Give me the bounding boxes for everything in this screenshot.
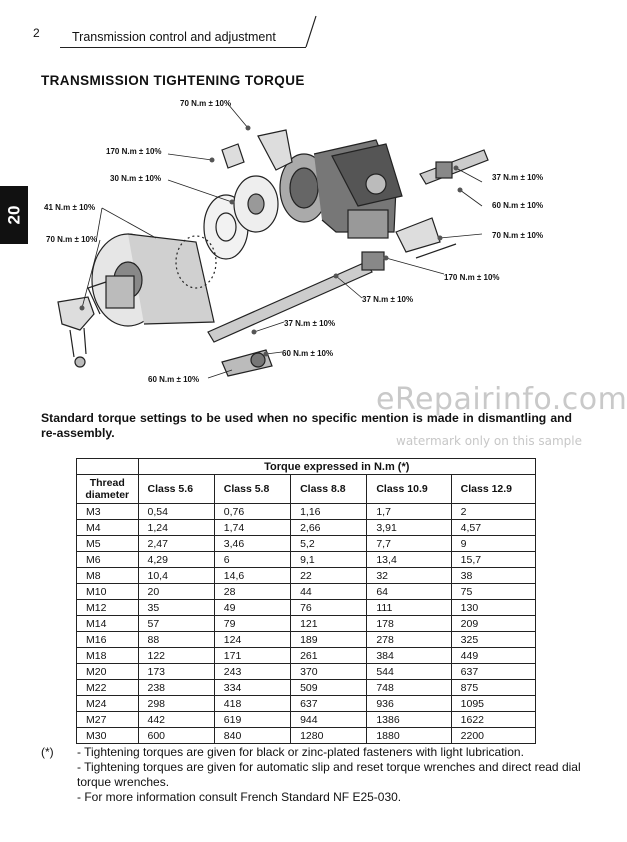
thread-header-line1: Thread [89,477,125,489]
torque-value-cell: 15,7 [451,552,535,568]
right-mount-bracket [396,218,456,258]
class-header: Class 10.9 [367,475,451,504]
torque-value-cell: 1880 [367,728,451,744]
torque-value-cell: 178 [367,616,451,632]
footnote-marker: (*) [41,745,54,759]
torque-value-cell: 171 [214,648,290,664]
torque-value-cell: 449 [451,648,535,664]
torque-value-cell: 334 [214,680,290,696]
torque-value-cell: 32 [367,568,451,584]
torque-table [76,458,536,744]
table-row [77,632,536,648]
torque-value-cell: 1386 [367,712,451,728]
thread-size-cell: M27 [77,712,139,728]
table-row [77,600,536,616]
section-title: TRANSMISSION TIGHTENING TORQUE [41,73,305,88]
thread-size-cell: M20 [77,664,139,680]
table-row [77,584,536,600]
torque-value-cell: 370 [291,664,367,680]
torque-value-cell: 2,47 [138,536,214,552]
torque-value-cell: 76 [291,600,367,616]
thread-size-cell: M6 [77,552,139,568]
thread-diameter-header [77,475,139,504]
torque-value-cell: 2200 [451,728,535,744]
footnote-item: - Tightening torques are given for automatic slip and reset torque wrenches and direct read dial torque wrenches. [77,760,581,789]
torque-value-cell: 130 [451,600,535,616]
page-number: 2 [33,26,40,40]
torque-value-cell: 2,66 [291,520,367,536]
torque-value-cell: 418 [214,696,290,712]
torque-label: 41 N.m ± 10% [44,203,96,212]
torque-value-cell: 9 [451,536,535,552]
torque-value-cell: 38 [451,568,535,584]
torque-value-cell: 298 [138,696,214,712]
torque-value-cell: 3,91 [367,520,451,536]
torque-value-cell: 64 [367,584,451,600]
table-caption-row [77,459,536,475]
torque-value-cell: 20 [138,584,214,600]
torque-value-cell: 544 [367,664,451,680]
thread-size-cell: M24 [77,696,139,712]
torque-value-cell: 3,46 [214,536,290,552]
torque-value-cell: 173 [138,664,214,680]
torque-value-cell: 75 [451,584,535,600]
torque-value-cell: 261 [291,648,367,664]
torque-value-cell: 111 [367,600,451,616]
torque-value-cell: 1280 [291,728,367,744]
footnote-item: - For more information consult French Standard NF E25-030. [77,790,402,804]
torque-value-cell: 384 [367,648,451,664]
page-header-title: Transmission control and adjustment [72,30,276,44]
torque-value-cell: 509 [291,680,367,696]
torque-label: 60 N.m ± 10% [492,201,544,210]
torque-value-cell: 944 [291,712,367,728]
intro-text: Standard torque settings to be used when no specific mention is made in dismantling and re-assembly. [41,411,572,440]
torque-value-cell: 22 [291,568,367,584]
footnotes [41,745,581,805]
drive-shaft-center [208,252,384,342]
torque-value-cell: 1622 [451,712,535,728]
torque-value-cell: 1,16 [291,504,367,520]
torque-value-cell: 4,29 [138,552,214,568]
torque-value-cell: 13,4 [367,552,451,568]
thread-size-cell: M22 [77,680,139,696]
converter-housing [88,234,214,326]
torque-value-cell: 1,74 [214,520,290,536]
exploded-transmission-diagram [36,92,576,392]
class-header: Class 8.8 [291,475,367,504]
torque-value-cell: 0,76 [214,504,290,520]
table-row [77,696,536,712]
thread-size-cell: M10 [77,584,139,600]
torque-value-cell: 88 [138,632,214,648]
header-corner [298,14,318,50]
torque-value-cell: 840 [214,728,290,744]
torque-value-cell: 637 [451,664,535,680]
torque-value-cell: 600 [138,728,214,744]
torque-value-cell: 2 [451,504,535,520]
table-row [77,664,536,680]
torque-label: 30 N.m ± 10% [110,174,162,183]
torque-value-cell: 7,7 [367,536,451,552]
thread-size-cell: M16 [77,632,139,648]
torque-value-cell: 10,4 [138,568,214,584]
torque-label: 37 N.m ± 10% [362,295,414,304]
thread-size-cell: M14 [77,616,139,632]
thread-size-cell: M8 [77,568,139,584]
torque-value-cell: 44 [291,584,367,600]
torque-value-cell: 6 [214,552,290,568]
torque-value-cell: 49 [214,600,290,616]
class-header: Class 12.9 [451,475,535,504]
torque-value-cell: 14,6 [214,568,290,584]
table-row [77,552,536,568]
table-header-row [77,475,536,504]
thread-size-cell: M4 [77,520,139,536]
torque-label: 60 N.m ± 10% [282,349,334,358]
torque-value-cell: 57 [138,616,214,632]
torque-value-cell: 619 [214,712,290,728]
table-row [77,536,536,552]
table-row [77,680,536,696]
footnote-item: - Tightening torques are given for black or zinc-plated fasteners with light lubrication. [77,745,524,759]
torque-value-cell: 1,7 [367,504,451,520]
chapter-tab [0,186,28,244]
torque-value-cell: 0,54 [138,504,214,520]
torque-value-cell: 243 [214,664,290,680]
torque-value-cell: 9,1 [291,552,367,568]
torque-value-cell: 278 [367,632,451,648]
watermark-brand: eRepairinfo.com [376,382,627,417]
class-header: Class 5.8 [214,475,290,504]
torque-label: 37 N.m ± 10% [284,319,336,328]
torque-value-cell: 189 [291,632,367,648]
torque-label: 70 N.m ± 10% [46,235,98,244]
thread-size-cell: M30 [77,728,139,744]
torque-label: 170 N.m ± 10% [106,147,162,156]
torque-value-cell: 238 [138,680,214,696]
torque-value-cell: 209 [451,616,535,632]
torque-value-cell: 79 [214,616,290,632]
left-support-bracket [58,297,94,367]
torque-label: 70 N.m ± 10% [492,231,544,240]
torque-label: 60 N.m ± 10% [148,375,200,384]
torque-value-cell: 748 [367,680,451,696]
upper-bracket [222,130,292,170]
torque-value-cell: 1095 [451,696,535,712]
torque-value-cell: 122 [138,648,214,664]
torque-value-cell: 936 [367,696,451,712]
torque-table-body [77,504,536,744]
table-row [77,520,536,536]
thread-header-line2: diameter [85,489,130,501]
torque-label: 70 N.m ± 10% [180,99,232,108]
thread-size-cell: M12 [77,600,139,616]
torque-value-cell: 875 [451,680,535,696]
table-row [77,648,536,664]
torque-value-cell: 124 [214,632,290,648]
thread-size-cell: M18 [77,648,139,664]
torque-value-cell: 442 [138,712,214,728]
class-header: Class 5.6 [138,475,214,504]
thread-size-cell: M5 [77,536,139,552]
table-row [77,568,536,584]
table-row [77,712,536,728]
watermark-note: watermark only on this sample [396,434,583,448]
torque-value-cell: 121 [291,616,367,632]
torque-value-cell: 28 [214,584,290,600]
table-row [77,616,536,632]
chapter-tab-label: 20 [3,205,23,225]
torque-value-cell: 5,2 [291,536,367,552]
torque-label: 170 N.m ± 10% [444,273,500,282]
torque-label: 37 N.m ± 10% [492,173,544,182]
torque-value-cell: 325 [451,632,535,648]
table-caption: Torque expressed in N.m (*) [138,459,536,475]
table-row [77,728,536,744]
header-divider [60,47,306,48]
torque-value-cell: 1,24 [138,520,214,536]
table-row [77,504,536,520]
thread-size-cell: M3 [77,504,139,520]
torque-value-cell: 35 [138,600,214,616]
torque-value-cell: 637 [291,696,367,712]
transmission-gearbox [280,140,402,238]
torque-value-cell: 4,57 [451,520,535,536]
